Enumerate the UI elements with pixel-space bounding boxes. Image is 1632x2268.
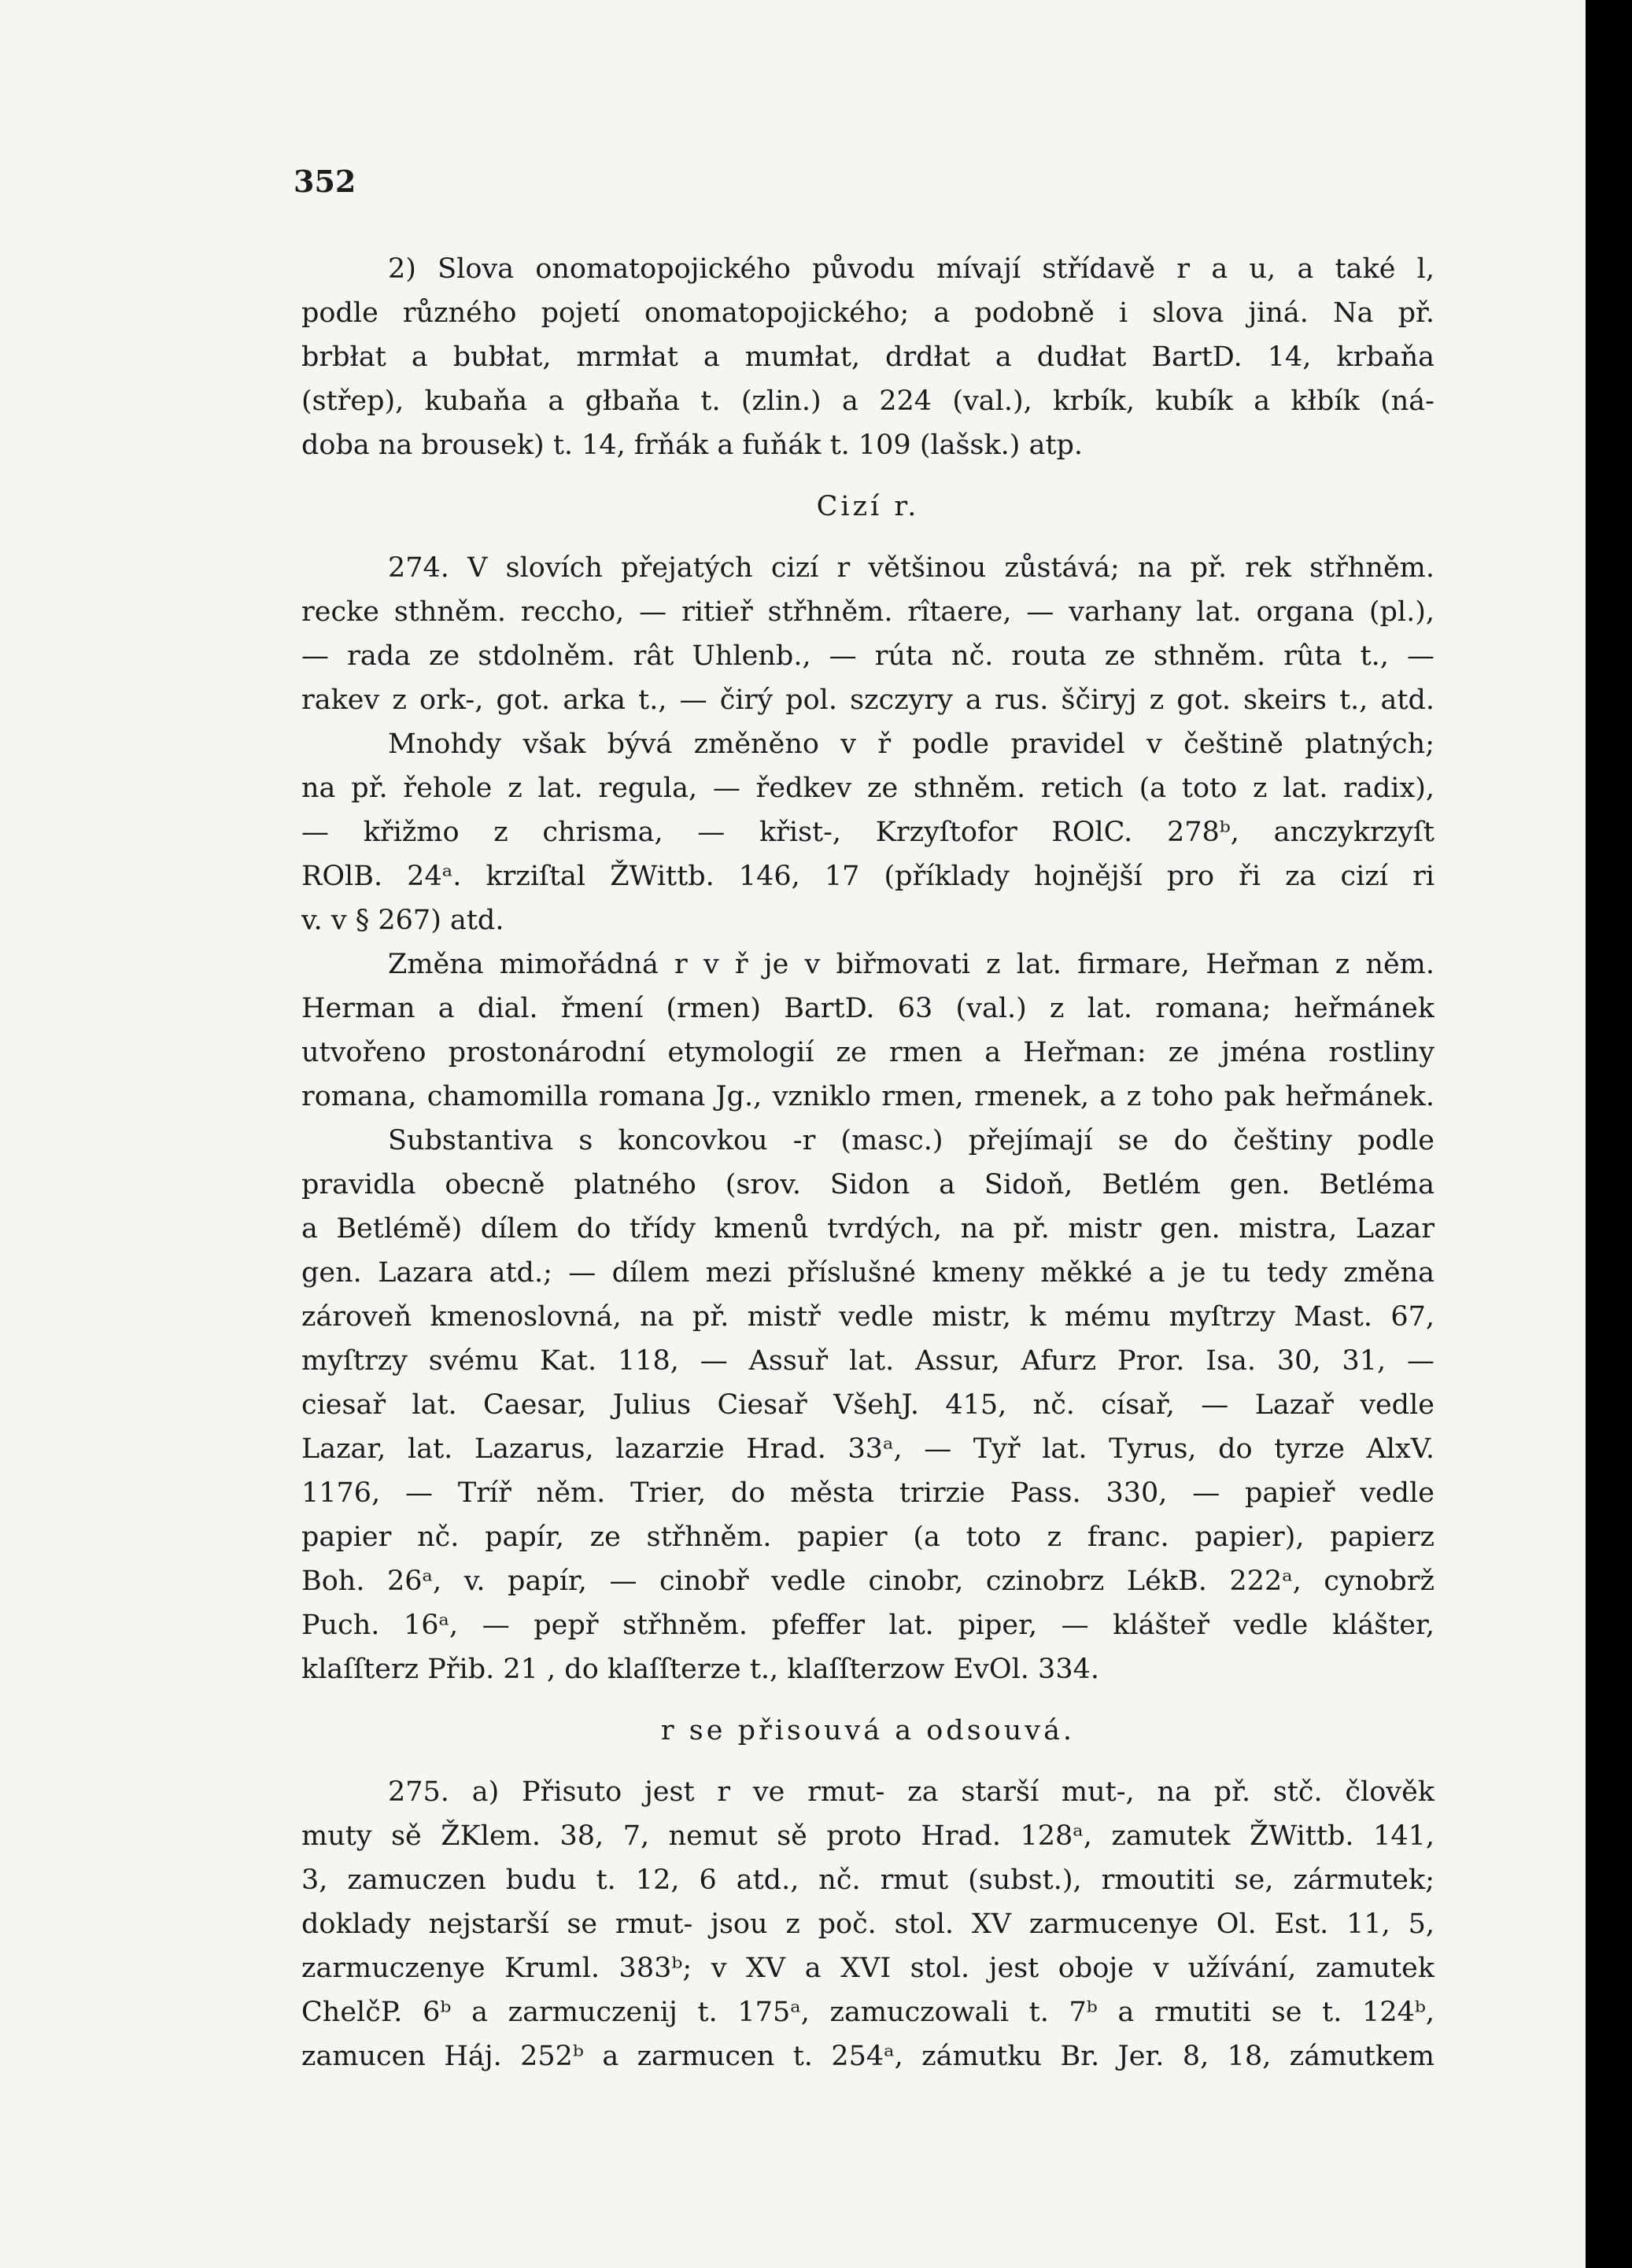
text-line: na př. řehole z lat. regula, — ředkev ze sthněm. retich (a toto z lat. radix), — [301, 773, 1434, 804]
text-block — [301, 247, 1434, 2078]
text-line: utvořeno prostonárodní etymologií ze rmen a Heřman: ze jména rostliny — [301, 1037, 1434, 1068]
text-line: Změna mimořádná r v ř je v biřmovati z lat. firmare, Heřman z něm. — [388, 949, 1434, 980]
text-line: podle různého pojetí onomatopojického; a podobně i slova jiná. Na př. — [301, 297, 1434, 329]
text-line: rakev z ork-, got. arka t., — čirý pol. szczyry a rus. ščiryj z got. skeirs t., atd. — [301, 684, 1434, 716]
text-line: romana, chamomilla romana Jg., vzniklo rmen, rmenek, a z toho pak heřmánek. — [301, 1081, 1434, 1112]
text-line: zarmuczenye Kruml. 383ᵇ; v XV a XVI stol. jest oboje v užívání, zamutek — [301, 1953, 1434, 1984]
text-line: muty sě ŽKlem. 38, 7, nemut sě proto Hrad. 128ᵃ, zamutek ŽWittb. 141, — [301, 1820, 1434, 1852]
text-line: myſtrzy svému Kat. 118, — Assuř lat. Assur, Afurz Pror. Isa. 30, 31, — — [301, 1345, 1434, 1377]
text-line: Substantiva s koncovkou -r (masc.) přejímají se do češtiny podle — [388, 1125, 1434, 1156]
text-line: ciesař lat. Caesar, Julius Ciesař VšehJ. 415, nč. císař, — Lazař vedle — [301, 1389, 1434, 1421]
section-heading: Cizí r. — [816, 491, 920, 522]
text-line: v. v § 267) atd. — [301, 905, 504, 936]
text-line: ChelčP. 6ᵇ a zarmuczenij t. 175ᵃ, zamuczowali t. 7ᵇ a rmutiti se t. 124ᵇ, — [301, 1997, 1434, 2028]
text-line: Puch. 16ᵃ, — pepř střhněm. pfeffer lat. piper, — klášteř vedle klášter, — [301, 1610, 1434, 1641]
text-line: papier nč. papír, ze střhněm. papier (a toto z franc. papier), papierz — [301, 1521, 1434, 1553]
paragraph-275-start: 275. a) Přisuto jest r ve rmut- za starší mut-, na př. stč. člověk — [388, 1776, 1434, 1808]
text-line: Lazar, lat. Lazarus, lazarzie Hrad. 33ᵃ, — Tyř lat. Tyrus, do tyrze AlxV. — [301, 1433, 1434, 1465]
text-line: (střep), kubaňa a głbaňa t. (zlin.) a 224 (val.), krbík, kubík a kłbík (ná- — [301, 385, 1434, 417]
text-line: — křižmo z chrisma, — křist-, Krzyſtofor ROlC. 278ᵇ, anczykrzyſt — [301, 817, 1434, 848]
text-line: 1176, — Tríř něm. Trier, do města trirzie Pass. 330, — papieř vedle — [301, 1477, 1434, 1509]
text-line: brbłat a bubłat, mrmłat a mumłat, drdłat a dudłat BartD. 14, krbaňa — [301, 341, 1434, 373]
text-line: ROlB. 24ᵃ. krziſtal ŽWittb. 146, 17 (příklady hojnější pro ři za cizí ri — [301, 861, 1434, 892]
text-line: zároveň kmenoslovná, na př. mistř vedle mistr, k mému myſtrzy Mast. 67, — [301, 1301, 1434, 1333]
paragraph-274-start: 274. V slovích přejatých cizí r většinou zůstává; na př. rek střhněm. — [388, 552, 1434, 584]
text-line: — rada ze stdolněm. rât Uhlenb., — rúta nč. routa ze sthněm. rûta t., — — [301, 640, 1434, 672]
text-line: doba na brousek) t. 14, frňák a fuňák t. 109 (lašsk.) atp. — [301, 430, 1084, 461]
page-number: 352 — [294, 164, 356, 199]
text-line: 2) Slova onomatopojického původu mívají střídavě r a u, a také l, — [388, 253, 1434, 285]
text-line: zamucen Háj. 252ᵇ a zarmucen t. 254ᵃ, zámutku Br. Jer. 8, 18, zámutkem — [301, 2041, 1434, 2072]
text-line: a Betlémě) dílem do třídy kmenů tvrdých, na př. mistr gen. mistra, Lazar — [301, 1213, 1434, 1245]
text-line: Herman a dial. řmení (rmen) BartD. 63 (val.) z lat. romana; heřmánek — [301, 993, 1434, 1024]
section-heading: r se přisouvá a odsouvá. — [660, 1715, 1076, 1746]
text-line: Boh. 26ᵃ, v. papír, — cinobř vedle cinobr, czinobrz LékB. 222ᵃ, cynobrž — [301, 1565, 1434, 1597]
scan-border — [1586, 0, 1632, 2268]
text-line: 3, zamuczen budu t. 12, 6 atd., nč. rmut (subst.), rmoutiti se, zármutek; — [301, 1864, 1434, 1896]
text-line: klaſſterz Přib. 21 , do klaſſterze t., klaſſterzow EvOl. 334. — [301, 1654, 1099, 1685]
text-line: recke sthněm. reccho, — ritieř střhněm. rîtaere, — varhany lat. organa (pl.), — [301, 596, 1434, 628]
text-line: Mnohdy však bývá změněno v ř podle pravidel v češtině platných; — [388, 728, 1434, 760]
text-line: doklady nejstarší se rmut- jsou z poč. stol. XV zarmucenye Ol. Est. 11, 5, — [301, 1908, 1434, 1940]
text-line: gen. Lazara atd.; — dílem mezi příslušné kmeny měkké a je tu tedy změna — [301, 1257, 1434, 1289]
text-line: pravidla obecně platného (srov. Sidon a Sidoň, Betlém gen. Betléma — [301, 1169, 1434, 1200]
